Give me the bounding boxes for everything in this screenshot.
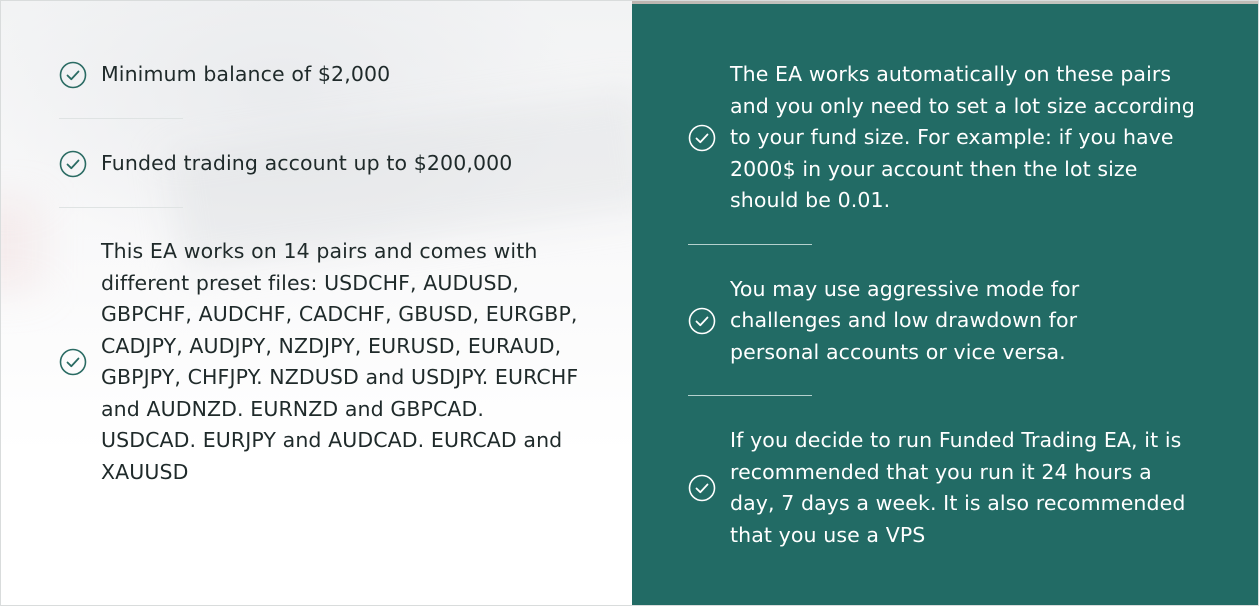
feature-text: If you decide to run Funded Trading EA, it is recommended that you run it 24 hours a day, 7 days a week. It is also recommended that you use a VPS: [730, 428, 1186, 547]
feature-item-run-24-7: [688, 425, 1218, 551]
feature-text: Funded trading account up to $200,000: [101, 151, 513, 176]
divider: [688, 244, 812, 245]
divider: [59, 118, 183, 119]
top-accent-strip: [632, 1, 1258, 4]
check-circle-icon: [59, 348, 87, 376]
feature-item-funded-account: [59, 148, 589, 180]
right-features-panel: [632, 1, 1258, 605]
feature-text: The EA works automatically on these pairs and you only need to set a lot size according to your fund size. For example: if you have 2000$ in your account then the lot size should be 0.01.: [730, 62, 1195, 212]
divider: [59, 207, 183, 208]
divider: [688, 395, 812, 396]
feature-item-pairs: [59, 236, 589, 488]
check-circle-icon: [59, 61, 87, 89]
feature-text: You may use aggressive mode for challenges and low drawdown for personal accounts or vice versa.: [730, 276, 1080, 364]
check-circle-icon: [688, 307, 716, 335]
right-feature-list: [688, 59, 1218, 551]
feature-text: This EA works on 14 pairs and comes with different preset files: USDCHF, AUDUSD, GBPCHF, AUDCHF, CADCHF, GBUSD, EURGBP, CADJPY, AUDJPY, NZDJPY, EURUSD, EURAUD, GBPJPY, CHFJPY. NZDUSD and USDJPY. EURCHF and AUDNZD. EURNZD and GBPCAD. USDCAD. EURJPY and AUDCAD. EURCAD and XAUUSD: [101, 239, 579, 484]
feature-text: Minimum balance of $2,000: [101, 62, 391, 87]
left-feature-list: [59, 59, 589, 488]
left-features-panel: [1, 1, 632, 605]
feature-item-lot-size: [688, 59, 1218, 217]
check-circle-icon: [688, 474, 716, 502]
feature-item-aggressive-mode: [688, 274, 1218, 369]
feature-item-min-balance: [59, 59, 589, 91]
check-circle-icon: [59, 150, 87, 178]
background-blur-shape: [1, 201, 41, 291]
check-circle-icon: [688, 124, 716, 152]
